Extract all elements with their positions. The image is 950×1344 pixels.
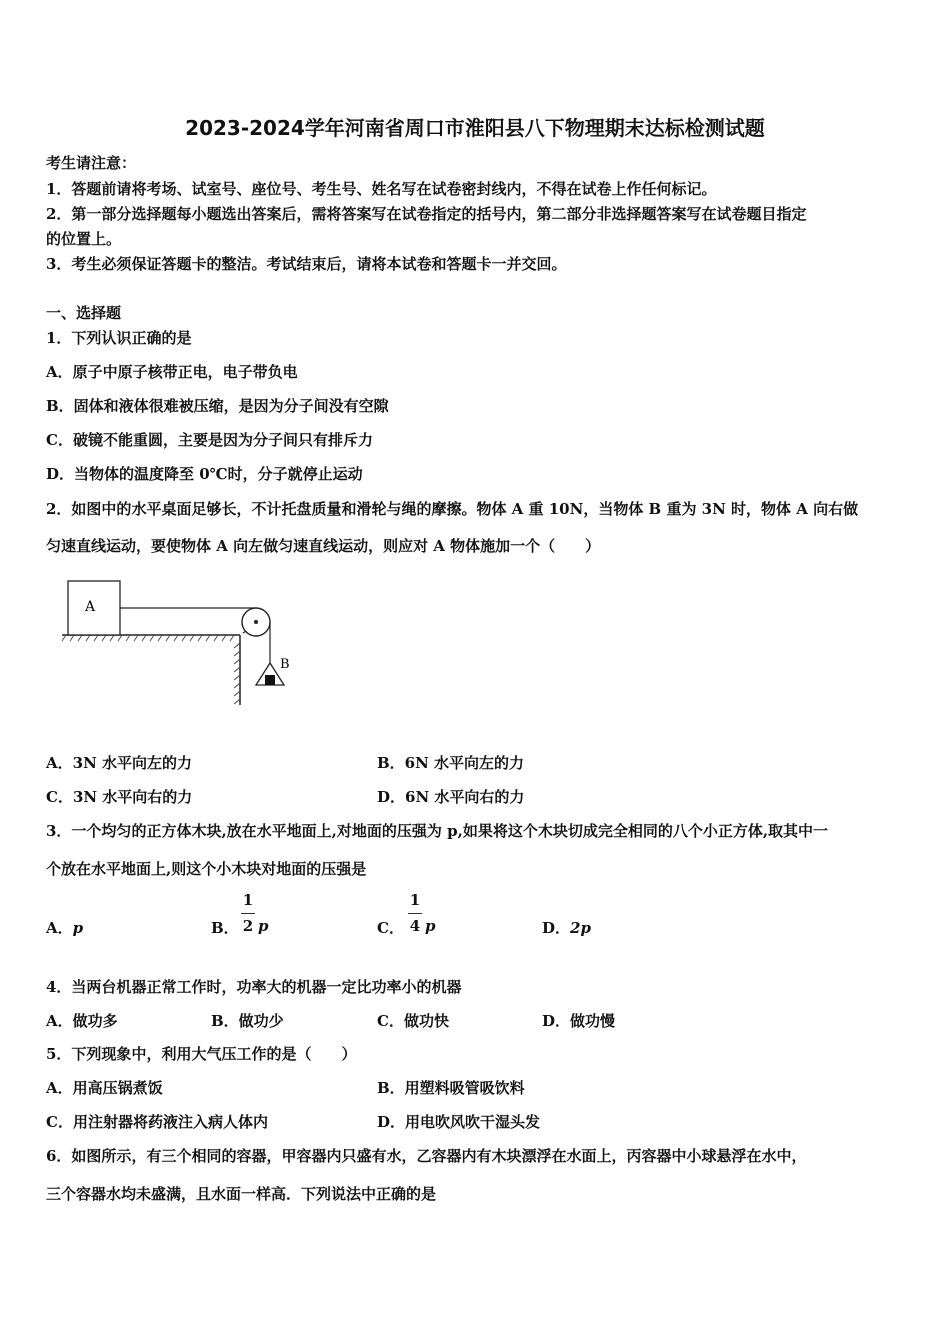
notice-item: 3．考生必须保证答题卡的整洁。考试结束后，请将本试卷和答题卡一并交回。 (46, 255, 567, 273)
pulley-axle (254, 620, 258, 624)
question-3-stem-line1: 3．一个均匀的正方体木块,放在水平地面上,对地面的压强为 p,如果将这个木块切成完全相同的八个小正方体,取其中一 (46, 822, 829, 840)
q5-option-d: D．用电吹风吹干湿头发 (377, 1113, 541, 1131)
question-5-stem: 5．下列现象中，利用大气压工作的是（ ） (46, 1045, 357, 1063)
page-title: 2023-2024学年河南省周口市淮阳县八下物理期末达标检测试题 (185, 116, 765, 140)
fraction-numerator: 1 (242, 891, 254, 909)
q1-option-c: C．破镜不能重圆，主要是因为分子间只有排斥力 (46, 431, 373, 449)
notice-item: 2．第一部分选择题每小题选出答案后，需将答案写在试卷指定的括号内，第二部分非选择题答案写在试卷题目指定 (46, 205, 807, 223)
fraction-denominator: 2 (242, 917, 254, 935)
question-3-stem-line2: 个放在水平地面上,则这个小木块对地面的压强是 (46, 860, 367, 878)
question-4-stem: 4．当两台机器正常工作时，功率大的机器一定比功率小的机器 (46, 978, 462, 996)
question-1-stem: 1．下列认识正确的是 (46, 329, 192, 347)
q3-option-c-value: p (425, 917, 436, 935)
q2-option-b: B．6N 水平向左的力 (377, 754, 525, 772)
q4-option-d: D．做功慢 (542, 1012, 616, 1030)
q1-option-d: D．当物体的温度降至 0℃时，分子就停止运动 (46, 465, 363, 483)
notice-item: 1．答题前请将考场、试室号、座位号、考生号、姓名写在试卷密封线内，不得在试卷上作任何标记。 (46, 180, 717, 198)
q2-option-c: C．3N 水平向右的力 (46, 788, 193, 806)
table-wall (234, 635, 240, 705)
q3-option-b-prefix: B． (211, 919, 239, 937)
fraction-bar (408, 913, 422, 914)
pulley-diagram (60, 575, 300, 710)
q1-option-a: A．原子中原子核带正电，电子带负电 (46, 363, 298, 381)
option-value: p (72, 919, 84, 937)
q2-option-a: A．3N 水平向左的力 (46, 754, 193, 772)
q5-option-b: B．用塑料吸管吸饮料 (377, 1079, 525, 1097)
table-surface (62, 635, 240, 641)
block-b (265, 675, 275, 685)
fraction-bar (241, 913, 255, 914)
section-heading: 一、选择题 (46, 304, 122, 322)
question-6-stem-line1: 6．如图所示，有三个相同的容器，甲容器内只盛有水，乙容器内有木块漂浮在水面上，丙容器中小球悬浮在水中， (46, 1147, 807, 1165)
q4-option-b: B．做功少 (211, 1012, 284, 1030)
block-b-label: B (280, 657, 290, 672)
q4-option-a: A．做功多 (46, 1012, 118, 1030)
option-value: 2p (570, 919, 591, 937)
q3-option-d (542, 917, 591, 938)
q1-option-b: B．固体和液体很难被压缩，是因为分子间没有空隙 (46, 397, 389, 415)
q5-option-a: A．用高压锅煮饭 (46, 1079, 163, 1097)
q5-option-c: C．用注射器将药液注入病人体内 (46, 1113, 268, 1131)
question-2-stem-line2: 匀速直线运动，要使物体 A 向左做匀速直线运动，则应对 A 物体施加一个（ ） (46, 537, 601, 555)
q2-option-d: D．6N 水平向右的力 (377, 788, 525, 806)
fraction-denominator: 4 (409, 917, 421, 935)
q3-option-a (46, 917, 83, 938)
question-6-stem-line2: 三个容器水均未盛满，且水面一样高．下列说法中正确的是 (46, 1185, 437, 1203)
q3-option-c-prefix: C． (377, 919, 404, 937)
q4-option-c: C．做功快 (377, 1012, 449, 1030)
question-2-stem-line1: 2．如图中的水平桌面足够长，不计托盘质量和滑轮与绳的摩擦。物体 A 重 10N，当物体 B 重为 3N 时，物体 A 向右做 (46, 500, 859, 518)
option-prefix: A． (46, 919, 73, 937)
notice-item: 的位置上。 (46, 230, 122, 248)
fraction-numerator: 1 (409, 891, 421, 909)
notice-heading: 考生请注意： (46, 154, 137, 172)
q3-option-b-value: p (258, 917, 269, 935)
block-a-label: A (85, 599, 96, 615)
option-prefix: D． (542, 919, 571, 937)
